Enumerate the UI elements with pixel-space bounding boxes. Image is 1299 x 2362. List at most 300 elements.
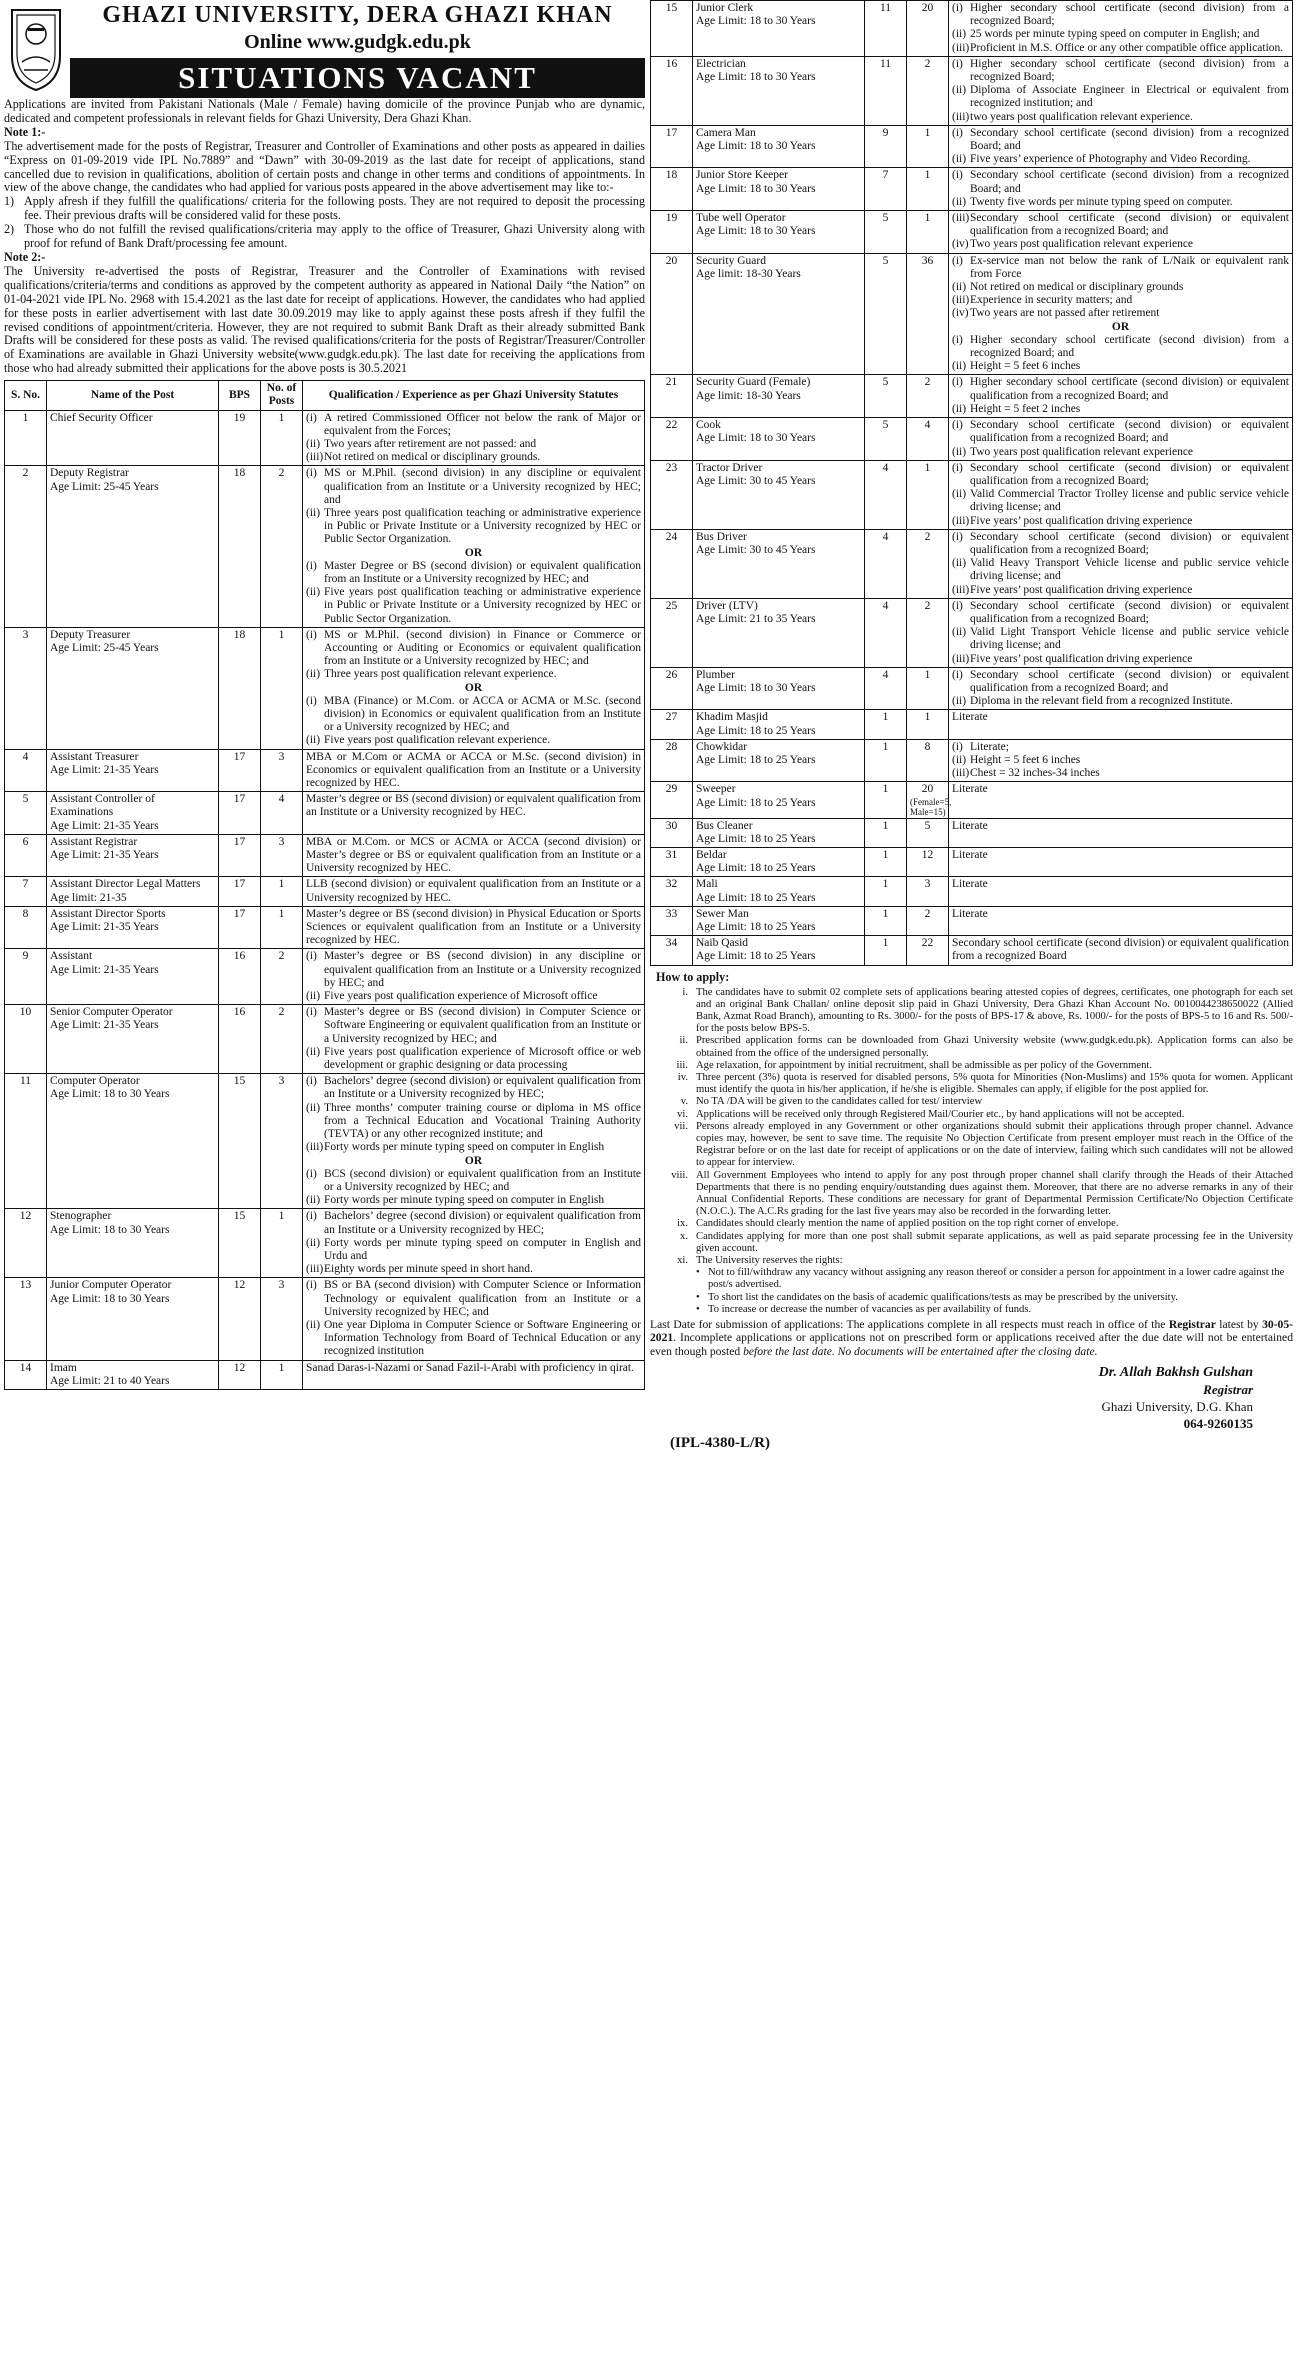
qualification-marker: (ii) <box>952 195 967 208</box>
post-serial: 16 <box>651 56 693 125</box>
qualification-marker: (i) <box>306 950 317 963</box>
post-count-cell <box>907 168 949 211</box>
situations-vacant-banner: SITUATIONS VACANT <box>70 58 645 98</box>
qualification-marker: (i) <box>952 419 963 432</box>
table-row <box>651 168 1293 211</box>
post-bps: 4 <box>865 667 907 710</box>
qualification-marker: (ii) <box>306 668 321 681</box>
post-name-cell <box>693 375 865 418</box>
qualification-marker: (iii) <box>952 514 970 527</box>
post-age-limit: Age Limit: 18 to 30 Years <box>696 432 816 445</box>
qualification-item <box>306 695 641 735</box>
post-age-limit: Age limit: 18-30 Years <box>696 267 801 280</box>
post-count-cell <box>261 792 303 835</box>
rights-bullet-text: Not to fill/withdraw any vacancy without assigning any reason thereof or consider a person for appointment in a lower cadre against the post/s advertised. <box>708 1267 1285 1291</box>
qualification-text: Eighty words per minute speed in short hand. <box>324 1263 533 1276</box>
post-name-cell <box>693 529 865 598</box>
how-to-apply-number: viii. <box>671 1169 688 1181</box>
post-bps: 12 <box>219 1278 261 1360</box>
table-row <box>5 410 645 466</box>
qualification-marker: (ii) <box>952 360 967 373</box>
post-name-cell <box>693 125 865 168</box>
post-serial: 13 <box>5 1278 47 1360</box>
post-name-cell <box>693 739 865 782</box>
post-name-cell <box>693 818 865 847</box>
or-separator: OR <box>464 546 483 559</box>
post-age-limit: Age Limit: 21-35 Years <box>50 921 159 934</box>
post-age-limit: Age Limit: 18 to 25 Years <box>696 796 816 809</box>
how-to-apply-item <box>650 1109 1293 1121</box>
post-qualification-cell <box>949 739 1293 782</box>
post-name: Chief Security Officer <box>50 411 153 424</box>
qualification-text: Secondary school certificate (second division) or equivalent qualification from a recognized Board; and <box>970 419 1289 445</box>
post-count-cell <box>907 1 949 57</box>
post-qualification-cell <box>303 627 645 749</box>
table-row <box>5 792 645 835</box>
how-to-apply-item <box>650 987 1293 1036</box>
qualification-item <box>952 695 1289 708</box>
post-name-cell <box>47 627 219 749</box>
post-qualification-cell <box>303 749 645 792</box>
qualification-text: Literate; <box>970 740 1009 753</box>
post-name-cell <box>47 949 219 1005</box>
post-serial: 23 <box>651 460 693 529</box>
university-name: GHAZI UNIVERSITY, DERA GHAZI KHAN <box>102 2 613 28</box>
post-count-cell <box>261 906 303 949</box>
qualification-marker: (ii) <box>306 1101 321 1114</box>
post-count: 2 <box>278 1006 285 1019</box>
post-qualification-cell <box>303 834 645 877</box>
qualification-text: Proficient in M.S. Office or any other compatible office application. <box>970 41 1284 54</box>
qualification-text: Master’s degree or BS (second division) in Computer Science or Software Engineering or equivalent qualification from an Institute or a University recognized by HEC; and <box>324 1006 641 1045</box>
post-name: Cook <box>696 419 721 432</box>
post-age-limit: Age Limit: 18 to 25 Years <box>696 950 816 963</box>
qualification-marker: (ii) <box>952 84 967 97</box>
post-age-limit: Age Limit: 18 to 25 Years <box>696 753 816 766</box>
qualification-item <box>952 820 1289 833</box>
post-name-cell <box>47 1005 219 1074</box>
qualification-text: Five years post qualification experience of Microsoft office <box>324 990 598 1003</box>
bullet-icon: • <box>696 1267 700 1279</box>
post-name-cell <box>693 847 865 876</box>
signature-block <box>650 1358 1253 1432</box>
post-serial: 34 <box>651 936 693 965</box>
post-serial: 30 <box>651 818 693 847</box>
post-count: 3 <box>924 878 931 891</box>
qualification-marker: (iii) <box>306 1141 324 1154</box>
post-name-cell <box>47 1360 219 1389</box>
how-to-apply-text: No TA /DA will be given to the candidates called for test/ interview <box>696 1096 983 1108</box>
post-count-cell <box>261 410 303 466</box>
post-bps: 18 <box>219 627 261 749</box>
post-name: Chowkidar <box>696 740 748 753</box>
post-serial: 19 <box>651 211 693 254</box>
post-count: 1 <box>278 628 285 641</box>
qualification-marker: (ii) <box>952 557 967 570</box>
post-count: 20 <box>921 783 934 796</box>
or-separator: OR <box>1111 320 1130 333</box>
qualification-marker: (ii) <box>306 1045 321 1058</box>
qualification-marker: (ii) <box>306 1194 321 1207</box>
qualification-text: MBA or M.Com. or MCS or ACMA or ACCA (second division) or Master’s degree or BS or equivalent qualification from an Institute or a University recognized by HEC. <box>306 835 641 875</box>
last-date-value: 30-05-2021 <box>650 1318 1293 1345</box>
rights-bullet-text: To short list the candidates on the basis of academic qualifications/tests as may be prescribed by the university. <box>708 1291 1178 1303</box>
post-count: 22 <box>921 937 934 950</box>
post-serial: 4 <box>5 749 47 792</box>
post-name-cell <box>47 906 219 949</box>
table-row <box>651 1 1293 57</box>
post-qualification-cell <box>949 818 1293 847</box>
how-to-apply-item <box>650 1096 1293 1108</box>
qualification-item <box>306 438 641 451</box>
how-to-apply-text: Applications will be received only through Registered Mail/Courier etc., by hand applications will not be accepted. <box>696 1108 1185 1120</box>
post-count: 3 <box>278 1075 285 1088</box>
post-bps: 1 <box>865 782 907 818</box>
post-qualification-cell <box>949 847 1293 876</box>
table-row <box>651 667 1293 710</box>
qualification-item <box>306 751 641 791</box>
qualification-item <box>952 294 1289 307</box>
post-count-cell <box>907 253 949 375</box>
qualification-marker: (iv) <box>952 238 969 251</box>
post-serial: 12 <box>5 1209 47 1278</box>
last-date-text3: . Incomplete applications or applications not on prescribed form or applications received after the due date will not be entertained even though posted <box>650 1331 1293 1358</box>
note1-item-number: 1) <box>4 194 15 209</box>
posts-table-right <box>650 0 1293 966</box>
post-name-cell <box>693 168 865 211</box>
note2-title: Note 2:- <box>4 249 46 264</box>
qualification-text: Five years’ post qualification driving experience <box>970 514 1193 527</box>
qualification-text: Three months’ computer training course or diploma in MS office from a Technical Education and Vocational Training Authority (TEVTA) or any other recognized institute; and <box>324 1101 641 1141</box>
post-bps: 1 <box>865 739 907 782</box>
qualification-text: Master’s degree or BS (second division) or equivalent qualification from an Institute or a University recognized by HEC. <box>306 793 641 819</box>
post-bps: 18 <box>219 466 261 627</box>
post-serial: 5 <box>5 792 47 835</box>
post-count: 1 <box>924 461 931 474</box>
university-logo-icon <box>8 4 64 92</box>
post-serial: 1 <box>5 410 47 466</box>
post-count-cell <box>907 211 949 254</box>
qualification-marker: (i) <box>952 126 963 139</box>
qualification-text: Height = 5 feet 6 inches <box>970 360 1081 373</box>
qualification-item <box>306 1141 641 1154</box>
post-name: Plumber <box>696 668 735 681</box>
table-row <box>5 1209 645 1278</box>
post-count: 4 <box>278 793 285 806</box>
qualification-item <box>306 793 641 819</box>
qualification-text: Secondary school certificate (second division) or equivalent qualification from a recognized Board; and <box>970 212 1289 238</box>
qualification-marker: (i) <box>306 467 317 480</box>
post-bps: 5 <box>865 375 907 418</box>
qualification-marker: (ii) <box>952 695 967 708</box>
post-count: 3 <box>278 1279 285 1292</box>
qualification-text: BS or BA (second division) with Computer Science or Information Technology or equivalent qualification from an Institute or a University recognized by HEC; and <box>324 1279 641 1318</box>
qualification-text: Not retired on medical or disciplinary grounds. <box>324 451 541 464</box>
qualification-item <box>952 58 1289 84</box>
qualification-marker: (iii) <box>952 583 970 596</box>
post-qualification-cell <box>303 1005 645 1074</box>
qualification-item <box>306 1102 641 1142</box>
post-count: 2 <box>278 950 285 963</box>
qualification-text: 25 words per minute typing speed on computer in English; and <box>970 28 1260 41</box>
post-count: 5 <box>924 819 931 832</box>
post-name: Deputy Treasurer <box>50 628 131 641</box>
right-column <box>650 0 1293 1458</box>
qualification-marker: (i) <box>306 411 317 424</box>
post-count-cell <box>261 1360 303 1389</box>
qualification-marker: (i) <box>952 461 963 474</box>
post-bps: 17 <box>219 749 261 792</box>
post-count-cell <box>907 739 949 782</box>
post-name: Bus Driver <box>696 530 747 543</box>
post-bps: 1 <box>865 710 907 739</box>
table-row <box>5 1074 645 1209</box>
last-date-text2: latest by <box>1219 1318 1259 1332</box>
qualification-item <box>952 376 1289 402</box>
post-age-limit: Age Limit: 21-35 Years <box>50 763 159 776</box>
post-name-cell <box>47 1209 219 1278</box>
registrar-org: Ghazi University, D.G. Khan <box>1101 1398 1253 1414</box>
post-age-limit: Age Limit: 25-45 Years <box>50 641 159 654</box>
post-bps: 7 <box>865 168 907 211</box>
qualification-marker: (i) <box>306 1006 317 1019</box>
post-serial: 31 <box>651 847 693 876</box>
website-line: Online www.gudgk.edu.pk <box>244 31 471 53</box>
qualification-item <box>306 1362 641 1375</box>
qualification-text: Valid Commercial Tractor Trolley license and public service vehicle driving license; and <box>970 488 1289 514</box>
post-name: Assistant Controller of Examinations <box>50 793 155 819</box>
qualification-text: Three years post qualification teaching or administrative experience in Public or Private Institute or a University recognized by HEC or Public Sector Organization. <box>324 506 641 546</box>
post-bps: 16 <box>219 1005 261 1074</box>
qualification-item <box>952 937 1289 963</box>
post-name: Junior Computer Operator <box>50 1279 172 1292</box>
qualification-item <box>306 734 641 747</box>
table-row <box>651 460 1293 529</box>
qualification-marker: (i) <box>306 694 317 707</box>
post-name-cell <box>47 749 219 792</box>
qualification-text: Five years post qualification experience of Microsoft office or web development or graphic designing or data processing <box>324 1045 641 1072</box>
post-name: Assistant Director Sports <box>50 907 166 920</box>
post-count-cell <box>261 749 303 792</box>
how-to-apply-number: ix. <box>677 1218 688 1230</box>
qualification-item <box>306 908 641 948</box>
qualification-item <box>952 653 1289 666</box>
post-serial: 28 <box>651 739 693 782</box>
qualification-item <box>306 1168 641 1194</box>
post-qualification-cell <box>949 1 1293 57</box>
table-row <box>651 847 1293 876</box>
qualification-text: two years post qualification relevant experience. <box>970 110 1193 123</box>
qualification-marker: (ii) <box>306 586 321 599</box>
qualification-item <box>306 1075 641 1101</box>
post-count-cell <box>907 529 949 598</box>
post-name-cell <box>47 1074 219 1209</box>
qualification-item <box>952 584 1289 597</box>
post-count-note: (Female=5, Male=15) <box>910 796 952 817</box>
post-count: 2 <box>924 530 931 543</box>
post-name-cell <box>693 667 865 710</box>
qualification-item <box>306 1319 641 1359</box>
post-count-cell <box>261 1074 303 1209</box>
qualification-item <box>952 783 1289 796</box>
post-count: 12 <box>921 848 934 861</box>
qualification-item <box>306 451 641 464</box>
post-name: Imam <box>50 1361 77 1374</box>
post-name-cell <box>47 410 219 466</box>
qualification-text: Five years’ post qualification driving experience <box>970 652 1193 665</box>
post-count: 2 <box>924 376 931 389</box>
ipl-number: (IPL-4380-L/R) <box>670 1434 770 1451</box>
post-qualification-cell <box>303 906 645 949</box>
post-count-cell <box>907 906 949 935</box>
qualification-text: Not retired on medical or disciplinary grounds <box>970 281 1184 294</box>
qualification-item <box>306 507 641 547</box>
qualification-item <box>952 626 1289 652</box>
qualification-marker: (i) <box>952 57 963 70</box>
header-sn: S. No. <box>5 381 47 410</box>
post-age-limit: Age Limit: 18 to 25 Years <box>696 832 816 845</box>
post-bps: 19 <box>219 410 261 466</box>
post-age-limit: Age Limit: 21 to 35 Years <box>696 612 816 625</box>
table-row <box>651 529 1293 598</box>
how-to-apply-item <box>650 1231 1293 1255</box>
how-to-apply-item <box>650 1255 1293 1267</box>
post-name: Stenographer <box>50 1210 112 1223</box>
post-age-limit: Age Limit: 21-35 Years <box>50 963 159 976</box>
post-qualification-cell <box>949 125 1293 168</box>
post-serial: 15 <box>651 1 693 57</box>
post-qualification-cell <box>303 949 645 1005</box>
post-name-cell <box>693 211 865 254</box>
qualification-text: Higher secondary school certificate (second division) or equivalent qualification from a recognized Board; and <box>970 376 1289 402</box>
registrar-phone: 064-9260135 <box>1183 1415 1253 1431</box>
post-qualification-cell <box>949 418 1293 461</box>
post-serial: 11 <box>5 1074 47 1209</box>
how-to-apply-list <box>650 987 1293 1316</box>
qualification-marker: (iii) <box>952 767 970 780</box>
qualification-text: Chest = 32 inches-34 inches <box>970 767 1100 780</box>
qualification-marker: (i) <box>306 559 317 572</box>
post-count: 20 <box>921 2 934 14</box>
registrar-name: Dr. Allah Bakhsh Gulshan <box>1098 1364 1253 1380</box>
qualification-text: Secondary school certificate (second division) or equivalent qualification from a recognized Board; <box>970 599 1289 625</box>
qualification-marker: (ii) <box>306 990 321 1003</box>
how-to-apply-text: Candidates should clearly mention the name of applied position on the top right corner of envelope. <box>696 1218 1119 1230</box>
qualification-item <box>952 212 1289 238</box>
post-age-limit: Age Limit: 21-35 Years <box>50 1019 159 1032</box>
post-count-cell <box>907 125 949 168</box>
qualification-item <box>952 908 1289 921</box>
qualification-text: Sanad Daras-i-Nazami or Sanad Fazil-i-Arabi with proficiency in qirat. <box>306 1361 634 1374</box>
table-row <box>651 598 1293 667</box>
post-serial: 29 <box>651 782 693 818</box>
registrar-title: Registrar <box>1203 1381 1253 1397</box>
how-to-apply-text: Prescribed application forms can be downloaded from Ghazi University website (www.gudgk.edu.pk). Application forms can also be obtained from the office of the undersigned personally. <box>696 1035 1293 1059</box>
post-qualification-cell <box>949 211 1293 254</box>
qualification-text: Height = 5 feet 2 inches <box>970 402 1081 415</box>
post-name: Security Guard (Female) <box>696 376 811 389</box>
qualification-item <box>952 515 1289 528</box>
or-separator: OR <box>464 1154 483 1167</box>
qualification-marker: (iv) <box>952 307 969 320</box>
post-count-cell <box>261 949 303 1005</box>
post-bps: 12 <box>219 1360 261 1389</box>
post-name: Tube well Operator <box>696 212 786 225</box>
table-header-row <box>5 381 645 410</box>
post-serial: 21 <box>651 375 693 418</box>
note1-item <box>4 223 645 251</box>
qualification-item <box>952 741 1289 754</box>
table-row <box>5 627 645 749</box>
table-row <box>5 949 645 1005</box>
post-count-cell <box>907 710 949 739</box>
qualification-marker: (i) <box>952 169 963 182</box>
how-to-apply-text: Three percent (3%) quota is reserved for disabled persons, 5% quota for Minorities (Non-Muslims) and 15% quota for women. Applicant must identify the quota in his/her application, if he/she is eligible. Shemales can apply, if eligible for the post applied for. <box>696 1072 1293 1096</box>
how-to-apply-number: iv. <box>677 1072 688 1084</box>
how-to-apply-text: Persons already employed in any Government or other organizations should submit their applications through proper channel. Advance copies may, however, be sent to save time. The requisite No Objection Certificate from present employer must reach in the Office of the Registrar before or on the last date for receipt of applications or on the date of interview, failing which such candidates will not be allowed to appear for interview. <box>696 1120 1293 1169</box>
qualification-text: Five years’ experience of Photography and Video Recording. <box>970 153 1251 166</box>
post-age-limit: Age Limit: 18 to 30 Years <box>696 140 816 153</box>
post-name-cell <box>693 877 865 906</box>
post-name: Computer Operator <box>50 1075 140 1088</box>
post-serial: 33 <box>651 906 693 935</box>
post-age-limit: Age Limit: 30 to 45 Years <box>696 543 816 556</box>
qualification-marker: (i) <box>306 628 317 641</box>
qualification-text: Literate <box>952 907 988 920</box>
post-age-limit: Age Limit: 18 to 25 Years <box>696 891 816 904</box>
post-count-cell <box>261 1209 303 1278</box>
last-date-registrar: Registrar <box>1168 1318 1216 1332</box>
qualification-text: Diploma of Associate Engineer in Electrical or equivalent from recognized institution; and <box>970 84 1289 110</box>
post-bps: 16 <box>219 949 261 1005</box>
qualification-item <box>952 849 1289 862</box>
qualification-text: Forty words per minute typing speed on computer in English <box>324 1141 605 1154</box>
qualification-item <box>952 153 1289 166</box>
qualification-text: One year Diploma in Computer Science or Software Engineering or Information Technology from Board of Technical Education or any recognized institution <box>324 1318 641 1358</box>
how-to-apply-text: Age relaxation, for appointment by initial recruitment, shall be admissible as per policy of the Government. <box>696 1059 1152 1071</box>
qualification-item <box>952 462 1289 488</box>
qualification-text: Higher secondary school certificate (second division) from a recognized Board; <box>970 57 1289 84</box>
post-count-cell <box>907 375 949 418</box>
post-count: 2 <box>278 467 285 480</box>
qualification-marker: (i) <box>952 333 963 346</box>
qualification-text: LLB (second division) or equivalent qualification from an Institute or a University recognized by HEC. <box>306 878 641 904</box>
post-count: 1 <box>924 668 931 681</box>
qualification-marker: (iii) <box>952 41 970 54</box>
qualification-item <box>952 238 1289 251</box>
post-name: Assistant Treasurer <box>50 750 139 763</box>
how-to-apply-item <box>650 1170 1293 1219</box>
post-count-cell <box>261 1278 303 1360</box>
qualification-item <box>306 878 641 904</box>
post-serial: 9 <box>5 949 47 1005</box>
qualification-marker: (i) <box>952 668 963 681</box>
qualification-marker: (iii) <box>952 294 970 307</box>
post-qualification-cell <box>303 1209 645 1278</box>
post-name-cell <box>47 792 219 835</box>
post-serial: 25 <box>651 598 693 667</box>
post-count: 1 <box>278 907 285 920</box>
note1-item-number: 2) <box>4 222 15 237</box>
post-age-limit: Age Limit: 18 to 30 Years <box>696 182 816 195</box>
post-serial: 32 <box>651 877 693 906</box>
qualification-marker: (iii) <box>952 212 970 225</box>
qualification-marker: (iii) <box>306 1263 324 1276</box>
qualification-item <box>306 836 641 876</box>
qualification-text: Secondary school certificate (second division) or equivalent qualification from a recognized Board; <box>970 530 1289 556</box>
qualification-text: Five years’ post qualification driving experience <box>970 583 1193 596</box>
header-posts: No. of Posts <box>261 381 303 410</box>
